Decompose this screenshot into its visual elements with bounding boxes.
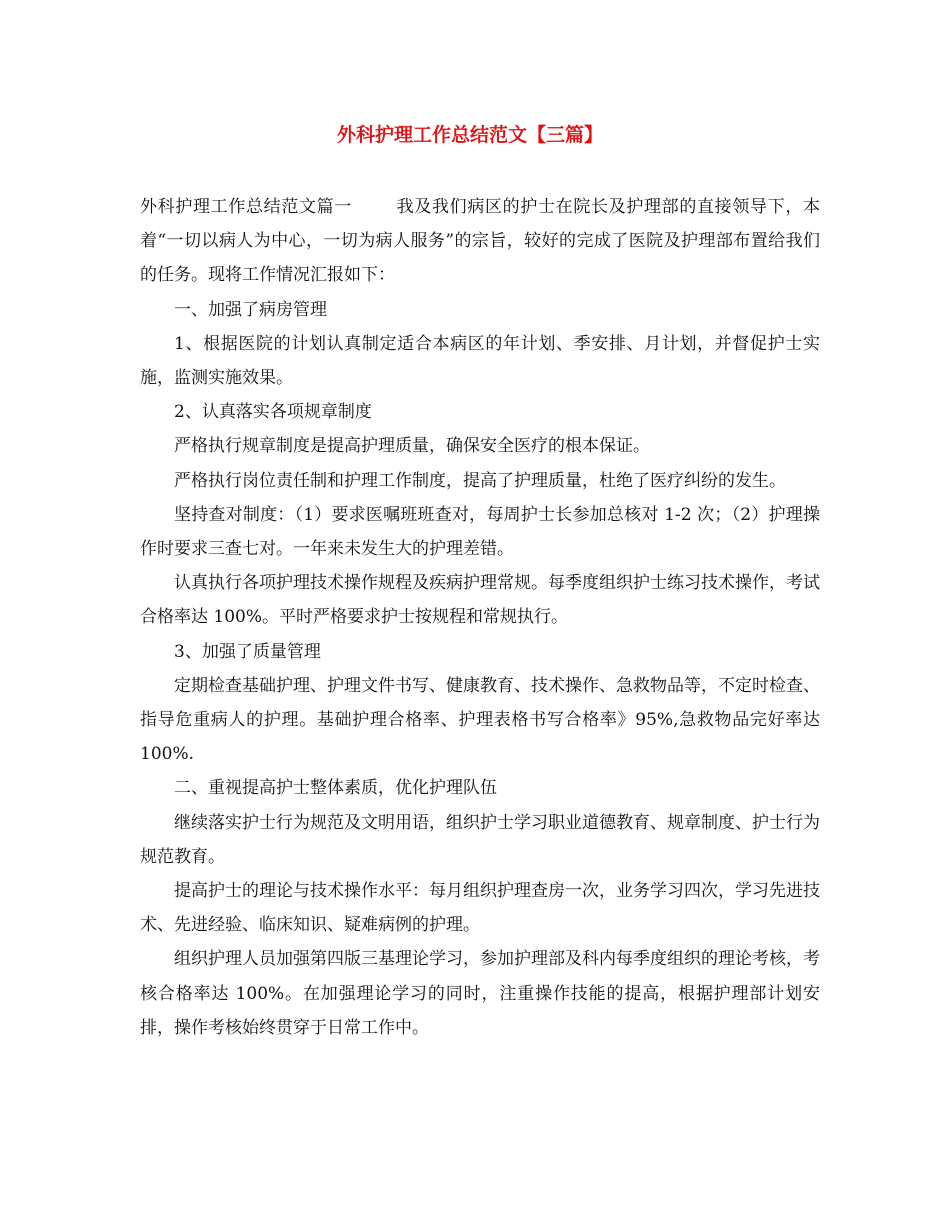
paragraph-technical: 认真执行各项护理技术操作规程及疾病护理常规。每季度组织护士练习技术操作，考试合格率达 100%。平时严格要求护士按规程和常规执行。 bbox=[140, 573, 820, 628]
document-body bbox=[140, 190, 820, 1045]
paragraph-plan: 1、根据医院的计划认真制定适合本病区的年计划、季安排、月计划，并督促护士实施，监测实施效果。 bbox=[140, 333, 820, 389]
section-heading-1: 一、加强了病房管理 bbox=[174, 299, 327, 320]
section-heading-2: 二、重视提高护士整体素质，优化护理队伍 bbox=[174, 778, 497, 799]
paragraph-conduct: 继续落实护士行为规范及文明用语，组织护士学习职业道德教育、规章制度、护士行为规范教育。 bbox=[140, 812, 820, 867]
paragraph-quality: 定期检查基础护理、护理文件书写、健康教育、技术操作、急救物品等，不定时检查、指导危重病人的护理。基础护理合格率、护理表格书写合格率》95%,急救物品完好率达 100%. bbox=[140, 675, 820, 765]
subheading-regulations: 2、认真落实各项规章制度 bbox=[174, 402, 372, 423]
intro-paragraph bbox=[140, 190, 820, 293]
intro-heading: 外科护理工作总结范文篇一 bbox=[140, 197, 352, 217]
intro-text: 我及我们病区的护士在院长及护理部的直接领导下，本着“一切以病人为中心，一切为病人服务”的宗旨，较好的完成了医院及护理部布置给我们的任务。现将工作情况汇报如下： bbox=[140, 197, 820, 286]
document-title: 外科护理工作总结范文【三篇】 bbox=[336, 124, 603, 146]
subheading-quality: 3、加强了质量管理 bbox=[174, 641, 321, 662]
paragraph-assessment: 组织护理人员加强第四版三基理论学习，参加护理部及科内每季度组织的理论考核，考核合格率达 100%。在加强理论学习的同时，注重操作技能的提高，根据护理部计划安排，操作考核始终贯穿于日常工作中。 bbox=[140, 949, 820, 1038]
paragraph-regulations: 严格执行规章制度是提高护理质量，确保安全医疗的根本保证。 bbox=[174, 436, 650, 457]
paragraph-theory: 提高护士的理论与技术操作水平：每月组织护理查房一次，业务学习四次，学习先进技术、先进经验、临床知识、疑难病例的护理。 bbox=[140, 881, 820, 936]
paragraph-responsibility: 严格执行岗位责任制和护理工作制度，提高了护理质量，杜绝了医疗纠纷的发生。 bbox=[174, 470, 786, 491]
paragraph-checking: 坚持查对制度：（1）要求医嘱班班查对，每周护士长参加总核对 1-2 次；（2）护理操作时要求三查七对。一年来未发生大的护理差错。 bbox=[140, 504, 820, 560]
